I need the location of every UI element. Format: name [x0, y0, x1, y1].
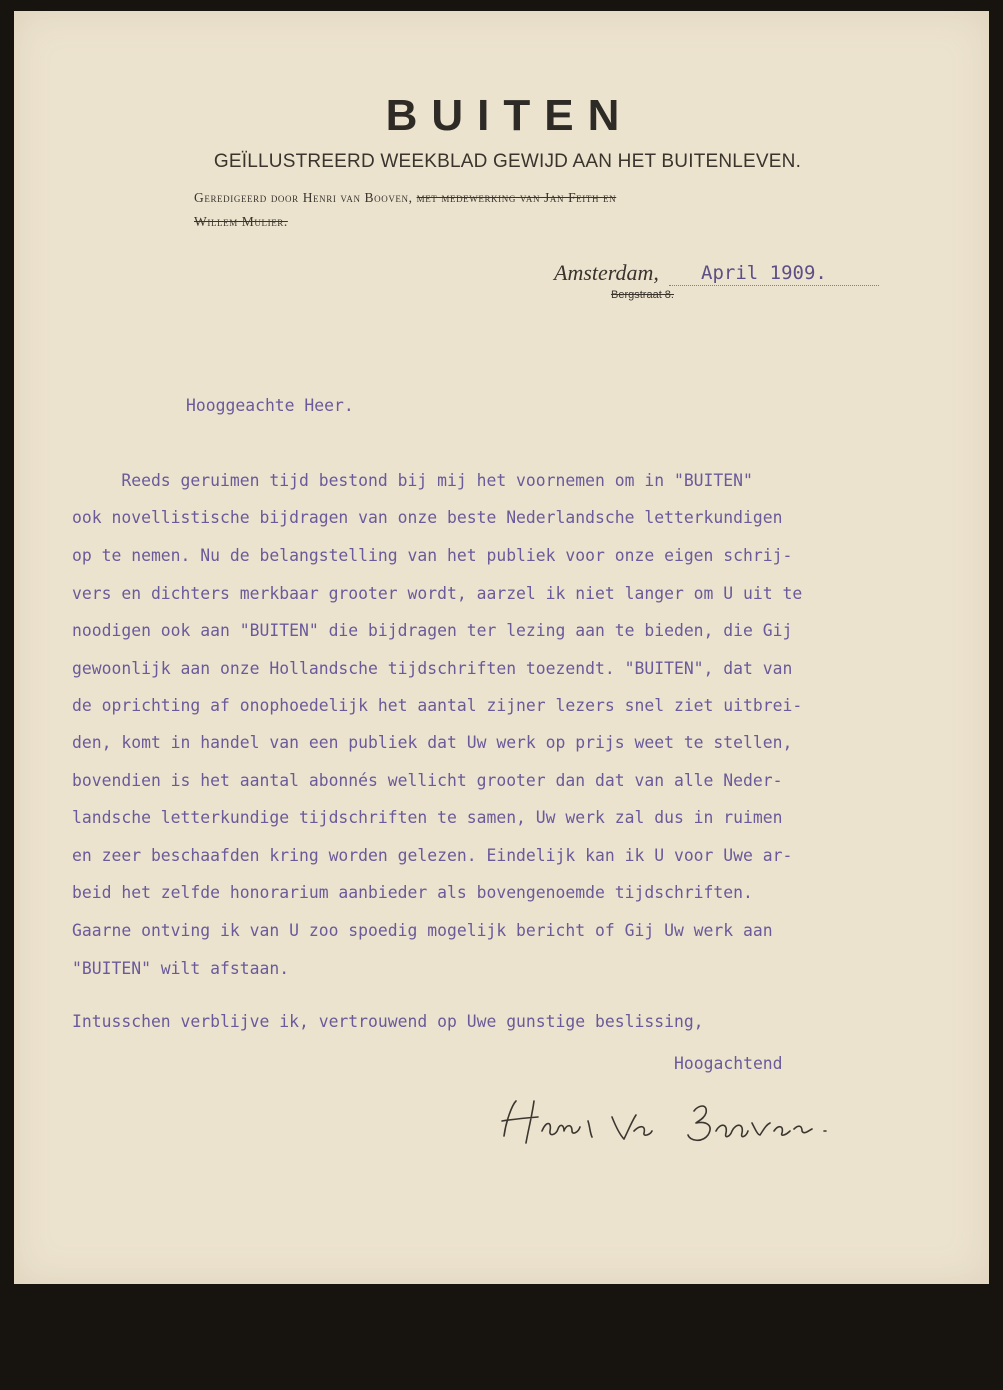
closing-salutation: Hoogachtend [674, 1054, 783, 1073]
body-line: ook novellistische bijdragen van onze beste Nederlandsche letterkundigen [72, 508, 783, 527]
editor-struck-part-1: met medewerking van Jan Feith en [416, 190, 617, 205]
body-line: en zeer beschaafden kring worden gelezen. Eindelijk kan ik U voor Uwe ar- [72, 846, 793, 865]
body-line: bovendien is het aantal abonnés wellicht grooter dan dat van alle Neder- [72, 771, 783, 790]
letterhead-subtitle: GEÏLLUSTREERD WEEKBLAD GEWIJD AAN HET BUITENLEVEN. [213, 151, 802, 172]
letterhead-place: Amsterdam, [554, 260, 659, 285]
editor-struck-part-2: Willem Mulier. [194, 214, 288, 229]
body-line: beid het zelfde honorarium aanbieder als bovengenoemde tijdschriften. [72, 883, 753, 902]
body-line: op te nemen. Nu de belangstelling van het publiek voor onze eigen schrij- [72, 546, 793, 565]
editor-prefix: Geredigeerd door Henri van Booven, [194, 190, 413, 205]
body-line: vers en dichters merkbaar grooter wordt, aarzel ik niet langer om U uit te [72, 584, 803, 603]
body-line: noodigen ook aan "BUITEN" die bijdragen ter lezing aan te bieden, die Gij [72, 621, 793, 640]
body-line: "BUITEN" wilt afstaan. [72, 959, 290, 978]
letterhead-street: Bergstraat 8. [611, 289, 674, 301]
body-line: landsche letterkundige tijdschriften te samen, Uw werk zal dus in ruimen [72, 808, 783, 827]
date-dotted-line [669, 285, 879, 286]
letterhead-editor-line [194, 186, 874, 234]
letterhead-masthead: BUITEN [385, 91, 634, 140]
salutation: Hooggeachte Heer. [186, 396, 354, 415]
letter-date: April 1909. [701, 262, 827, 284]
body-line: den, komt in handel van een publiek dat Uw werk op prijs weet te stellen, [72, 733, 793, 752]
body-line: gewoonlijk aan onze Hollandsche tijdschriften toezendt. "BUITEN", dat van [72, 659, 793, 678]
handwritten-signature [494, 1091, 854, 1151]
letter-page [14, 11, 989, 1284]
body-line: de oprichting af onophoedelijk het aantal zijner lezers snel ziet uitbrei- [72, 696, 803, 715]
closing-line: Intusschen verblijve ik, vertrouwend op Uwe gunstige beslissing, [72, 1012, 704, 1031]
body-line: Reeds geruimen tijd bestond bij mij het voornemen om in "BUITEN" [72, 471, 753, 490]
body-line: Gaarne ontving ik van U zoo spoedig mogelijk bericht of Gij Uw werk aan [72, 921, 773, 940]
